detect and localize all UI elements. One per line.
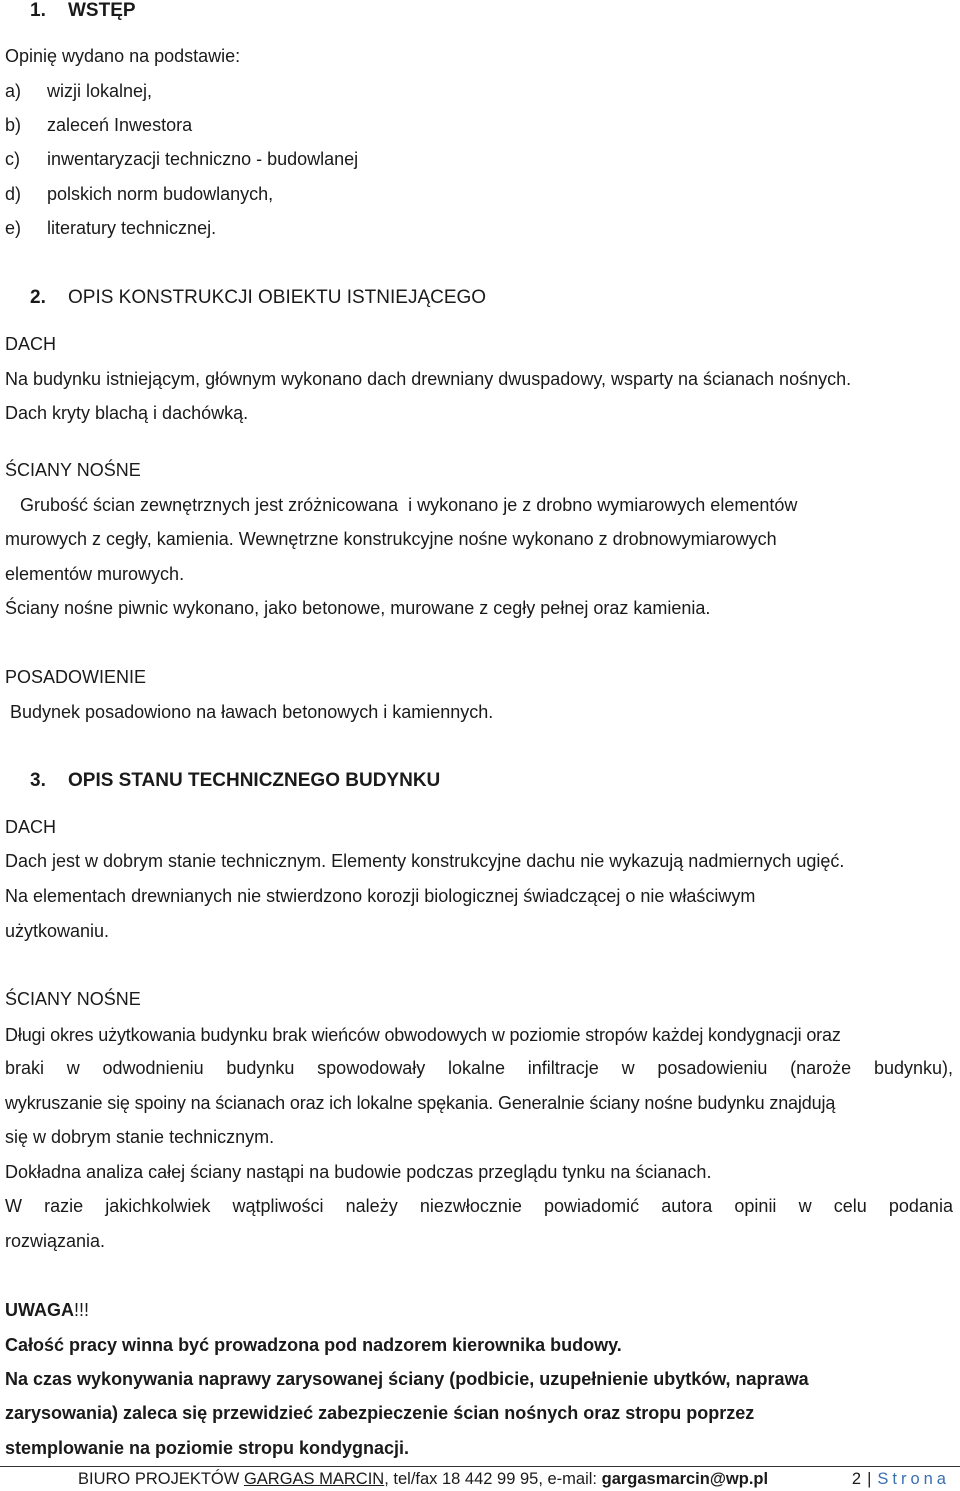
- paragraph-line: Na czas wykonywania naprawy zarysowanej ściany (podbicie, uzupełnienie ubytków, naprawa: [5, 1369, 809, 1389]
- page-number: 2: [851, 1470, 862, 1488]
- word: posadowieniu: [657, 1058, 768, 1078]
- section-3-number: 3.: [30, 770, 46, 791]
- footer-contact: [78, 1467, 768, 1491]
- footer-contact-details: , tel/fax 18 442 99 95, e-mail:: [384, 1470, 602, 1488]
- list-item: [5, 183, 273, 205]
- word: (naroże: [790, 1058, 852, 1078]
- word: wątpliwości: [232, 1196, 324, 1216]
- section-1-number: 1.: [30, 0, 46, 21]
- footer-company-name: GARGAS MARCIN: [243, 1470, 385, 1488]
- list-marker: e): [5, 218, 22, 238]
- word: niezwłocznie: [419, 1196, 522, 1216]
- paragraph-line: rozwiązania.: [5, 1231, 106, 1251]
- subheading-posadowienie: POSADOWIENIE: [5, 667, 147, 687]
- list-item: [5, 217, 216, 239]
- word: budynku),: [873, 1058, 953, 1078]
- paragraph-line: się w dobrym stanie technicznym.: [5, 1127, 275, 1147]
- word: należy: [345, 1196, 398, 1216]
- word: autora: [661, 1196, 713, 1216]
- word: razie: [44, 1196, 84, 1216]
- paragraph-line: zarysowania) zaleca się przewidzieć zabezpieczenie ścian nośnych oraz stropu poprzez: [5, 1403, 755, 1423]
- section-2-heading: [30, 287, 486, 309]
- word: podania: [888, 1196, 953, 1216]
- paragraph-line: użytkowaniu.: [5, 921, 110, 941]
- list-marker: c): [5, 149, 20, 169]
- page-word: Strona: [877, 1470, 950, 1488]
- uwaga-exclaim: !!!: [74, 1300, 90, 1320]
- list-text: inwentaryzacji techniczno - budowlanej: [47, 149, 359, 169]
- paragraph-line: Długi okres użytkowania budynku brak wieńców obwodowych w poziomie stropów każdej kondygnacji oraz: [5, 1025, 841, 1045]
- paragraph-line: Na elementach drewnianych nie stwierdzono korozji biologicznej świadczącej o nie właściwym: [5, 886, 756, 906]
- list-text: zaleceń Inwestora: [47, 115, 193, 135]
- footer-page-info: [852, 1467, 950, 1491]
- paragraph-line: Dokładna analiza całej ściany nastąpi na budowie podczas przeglądu tynku na ścianach.: [5, 1162, 712, 1182]
- section-2-number: 2.: [30, 287, 46, 308]
- paragraph-line: Grubość ścian zewnętrznych jest zróżnicowana i wykonano je z drobno wymiarowych elementów: [5, 495, 798, 515]
- list-item: [5, 114, 192, 136]
- list-text: polskich norm budowlanych,: [47, 184, 274, 204]
- word: odwodnieniu: [102, 1058, 204, 1078]
- list-marker: d): [5, 184, 22, 204]
- word: celu: [833, 1196, 867, 1216]
- list-marker: a): [5, 81, 22, 101]
- list-item: [5, 148, 358, 170]
- list-item: [5, 80, 152, 102]
- section-3-heading: [30, 770, 440, 792]
- paragraph-line: Dach kryty blachą i dachówką.: [5, 403, 249, 423]
- footer-prefix: BIURO PROJEKTÓW: [78, 1470, 244, 1488]
- paragraph-line: Ściany nośne piwnic wykonano, jako betonowe, murowane z cegły pełnej oraz kamienia.: [5, 598, 711, 618]
- paragraph-line: Dach jest w dobrym stanie technicznym. Elementy konstrukcyjne dachu nie wykazują nadmiernych ugięć.: [5, 851, 845, 871]
- word: jakichkolwiek: [105, 1196, 211, 1216]
- page-footer: [0, 1466, 960, 1491]
- word: W: [5, 1196, 22, 1216]
- word: powiadomić: [544, 1196, 640, 1216]
- footer-email: gargasmarcin@wp.pl: [601, 1470, 769, 1488]
- word: lokalne: [447, 1058, 506, 1078]
- section-1-title: WSTĘP: [68, 0, 136, 21]
- paragraph-line: murowych z cegły, kamienia. Wewnętrzne konstrukcyjne nośne wykonano z drobnowymiarowych: [5, 529, 777, 549]
- list-marker: b): [5, 115, 22, 135]
- paragraph-line-justified: [5, 1057, 953, 1079]
- word: w: [798, 1196, 812, 1216]
- list-text: wizji lokalnej,: [47, 81, 153, 101]
- page-separator: |: [867, 1470, 872, 1488]
- paragraph-line: Całość pracy winna być prowadzona pod nadzorem kierownika budowy.: [5, 1335, 622, 1355]
- subheading-dach: DACH: [5, 817, 57, 837]
- word: braki: [5, 1058, 45, 1078]
- paragraph-line: stemplowanie na poziomie stropu kondygnacji.: [5, 1438, 410, 1458]
- paragraph-line: Na budynku istniejącym, głównym wykonano dach drewniany dwuspadowy, wsparty na ścianach nośnych.: [5, 369, 852, 389]
- word: budynku: [226, 1058, 295, 1078]
- section-1-heading: [30, 0, 136, 22]
- paragraph-line: wykruszanie się spoiny na ścianach oraz ich lokalne spękania. Generalnie ściany nośne budynku znajdują: [5, 1093, 836, 1113]
- uwaga-heading: [5, 1299, 89, 1321]
- word: opinii: [734, 1196, 777, 1216]
- subheading-dach: DACH: [5, 334, 57, 354]
- paragraph-line: elementów murowych.: [5, 564, 185, 584]
- word: infiltracje: [527, 1058, 599, 1078]
- word: w: [66, 1058, 80, 1078]
- section-2-title: OPIS KONSTRUKCJI OBIEKTU ISTNIEJĄCEGO: [68, 287, 487, 308]
- uwaga-label: UWAGA: [5, 1300, 74, 1320]
- subheading-sciany-nosne: ŚCIANY NOŚNE: [5, 989, 141, 1009]
- list-text: literatury technicznej.: [47, 218, 217, 238]
- section-3-title: OPIS STANU TECHNICZNEGO BUDYNKU: [68, 770, 441, 791]
- subheading-sciany-nosne: ŚCIANY NOŚNE: [5, 460, 141, 480]
- paragraph-line-justified: [5, 1195, 953, 1217]
- word: spowodowały: [317, 1058, 426, 1078]
- word: w: [621, 1058, 635, 1078]
- section-1-intro: Opinię wydano na podstawie:: [5, 46, 241, 66]
- paragraph-line: Budynek posadowiono na ławach betonowych i kamiennych.: [5, 702, 494, 722]
